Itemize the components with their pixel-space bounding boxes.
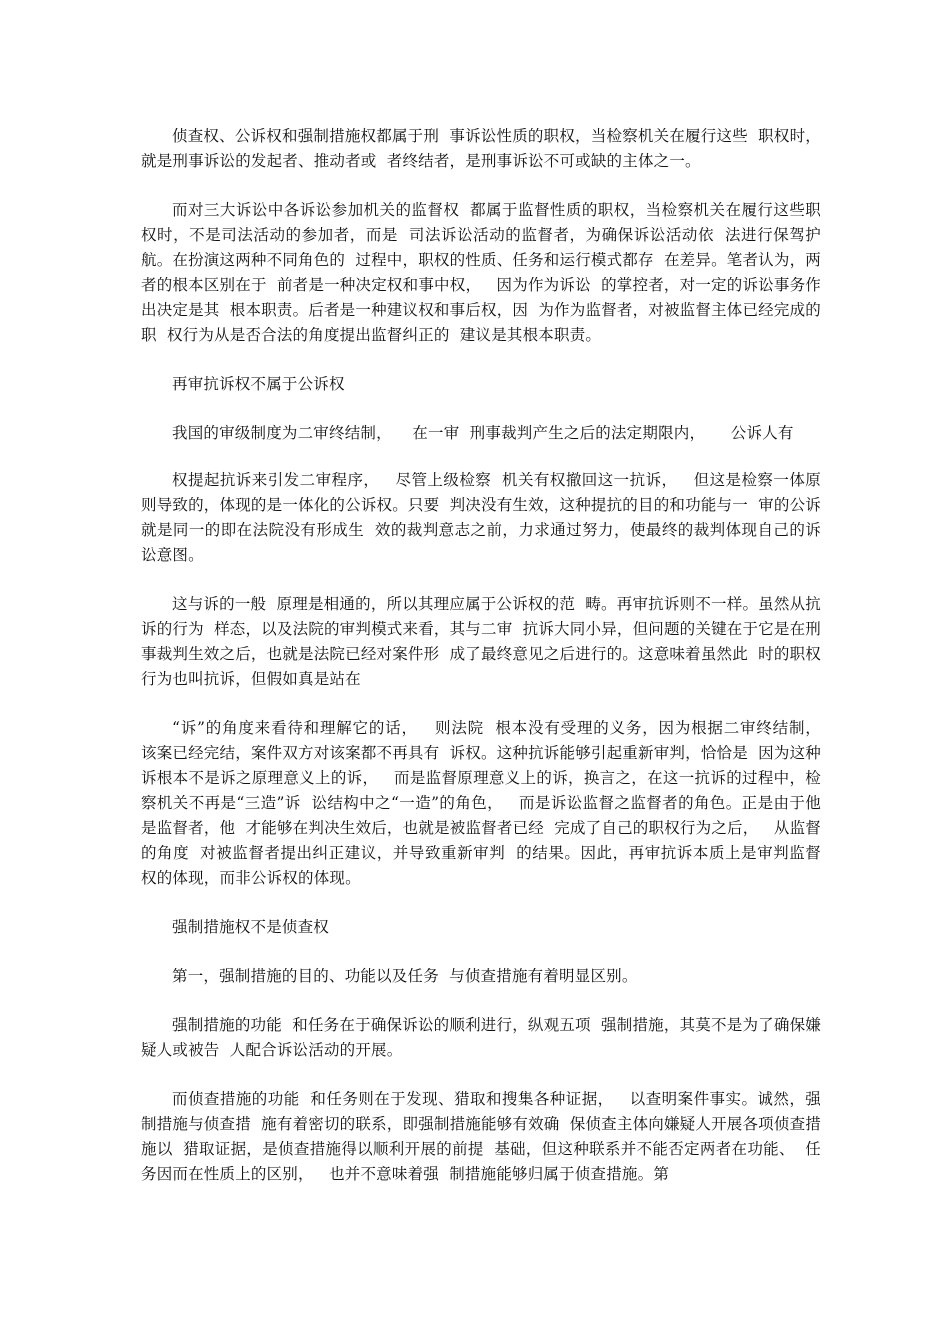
paragraph-trial-system: 我国的审级制度为二审终结制， 在一审 刑事裁判产生之后的法定期限内， 公诉人有 — [172, 424, 794, 442]
paragraph-general-principle: 这与诉的一般 原理是相通的，所以其理应属于公诉权的范 畴。再审抗诉则不一样。虽然从抗诉的行为 样态，以及法院的审判模式来看，其与二审 抗诉大同小异，但问题的关键在于它是在刑 事裁判生效之后，也就是法院已经对案件形 成了最终意见之后进行的。这意味着虽然此 时的职权行为也叫抗诉，但假如真是站在 — [141, 595, 832, 688]
document-page — [141, 124, 837, 1187]
section-heading-retrial-protest: 再审抗诉权不属于公诉权 — [172, 375, 345, 393]
paragraph-investigative-function: 而侦查措施的功能 和任务则在于发现、猎取和搜集各种证据， 以查明案件事实。诚然，强制措施与侦查措 施有着密切的联系，即强制措施能够有效确 保侦查主体向嫌疑人开展各项侦查措施以 猎取证据，是侦查措施得以顺利开展的前提 基础，但这种联系并不能否定两者在功能、 任务因而在性质上的区别， 也并不意味着强 制措施能够归属于侦查措施。第 — [141, 1090, 821, 1183]
paragraph-first-point: 第一，强制措施的目的、功能以及任务 与侦查措施有着明显区别。 — [172, 967, 638, 985]
paragraph-investigation-powers: 侦查权、公诉权和强制措施权都属于刑 事诉讼性质的职权，当检察机关在履行这些 职权时，就是刑事诉讼的发起者、推动者或 者终结者，是刑事诉讼不可或缺的主体之一。 — [141, 127, 821, 170]
paragraph-appeal-procedure: 权提起抗诉来引发二审程序， 尽管上级检察 机关有权撤回这一抗诉， 但这是检察一体原 则导致的，体现的是一体化的公诉权。只要 判决没有生效，这种提抗的目的和功能与一 审的公诉就是同一的即在法院没有形成生 效的裁判意志之前，力求通过努力，使最终的裁判体现自己的诉讼意图。 — [141, 471, 832, 564]
section-heading-coercive-measures: 强制措施权不是侦查权 — [172, 918, 330, 936]
paragraph-coercive-function: 强制措施的功能 和任务在于确保诉讼的顺利进行，纵观五项 强制措施，其莫不是为了确保嫌疑人或被告 人配合诉讼活动的开展。 — [141, 1016, 821, 1059]
paragraph-litigation-perspective: “诉”的角度来看待和理解它的话， 则法院 根本没有受理的义务，因为根据二审终结制， 该案已经完结，案件双方对该案都不再具有 诉权。这种抗诉能够引起重新审判，恰恰是 因为这种诉根本不是诉之原理意义上的诉， 而是监督原理意义上的诉，换言之，在这一抗诉的过程中，检察机关不再是“三造”诉 讼结构中之“一造”的角色， 而是诉讼监督之监督者的角色。正是由于他是监督者，他 才能够在判决生效后，也就是被监督者已经 完成了自己的职权行为之后， 从监督的角度 对被监督者提出纠正建议，并导致重新审判 的结果。因此，再审抗诉本质上是审判监督 权的体现，而非公诉权的体现。 — [141, 719, 837, 887]
paragraph-supervision-powers: 而对三大诉讼中各诉讼参加机关的监督权 都属于监督性质的职权，当检察机关在履行这些职权时，不是司法活动的参加者，而是 司法诉讼活动的监督者，为确保诉讼活动依 法进行保驾护航。在扮演这两种不同角色的 过程中，职权的性质、任务和运行模式都存 在差异。笔者认为，两者的根本区别在于 前者是一种决定权和事中权， 因为作为诉讼 的掌控者，对一定的诉讼事务作出决定是其 根本职责。后者是一种建议权和事后权，因 为作为监督者，对被监督主体已经完成的职 权行为从是否合法的角度提出监督纠正的 建议是其根本职责。 — [141, 201, 821, 344]
